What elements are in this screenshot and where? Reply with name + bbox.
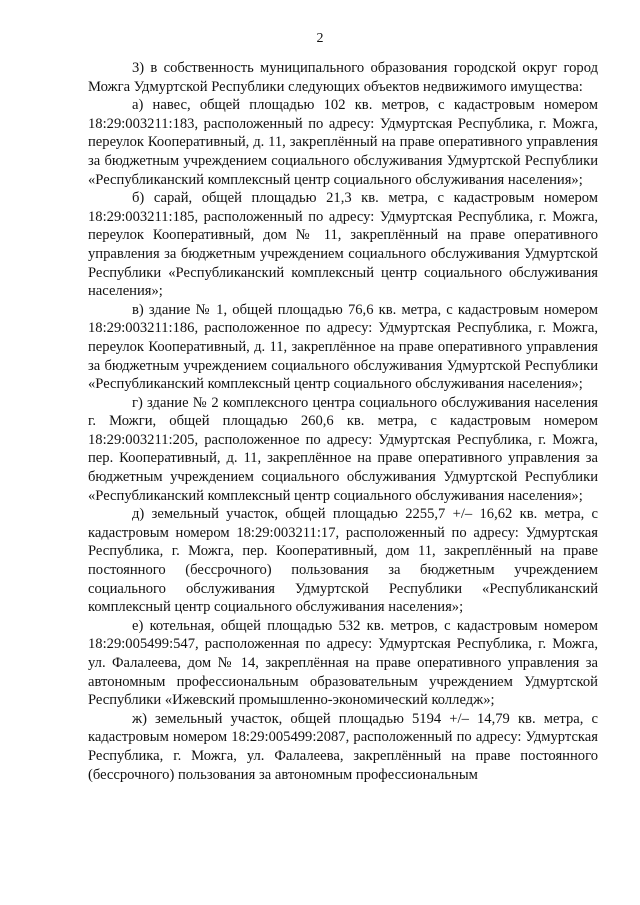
paragraph-item-3: 3) в собственность муниципального образования городской округ город Можга Удмуртской Республики следующих объектов недвижимого имущества: — [88, 60, 598, 95]
paragraph-subitem-b: б) сарай, общей площадью 21,3 кв. метра, с кадастровым номером 18:29:003211:185, расположенный по адресу: Удмуртская Республика, г. Можга, переулок Кооперативный, дом № 11, закреплённый на праве оперативного управления за бюджетным учреждением социального обслуживания Удмуртской Республики «Республиканский комплексный центр социального обслуживания населения»; — [88, 190, 598, 300]
page-number: 2 — [316, 31, 324, 46]
paragraph-subitem-a: а) навес, общей площадью 102 кв. метров, с кадастровым номером 18:29:003211:183, расположенный по адресу: Удмуртская Республика, г. Можга, переулок Кооперативный, д. 11, закреплённый на праве оперативного управления за бюджетным учреждением социального обслуживания Удмуртской Республики «Республиканский комплексный центр социального обслуживания населения»; — [88, 97, 598, 188]
paragraph-subitem-v: в) здание № 1, общей площадью 76,6 кв. метра, с кадастровым номером 18:29:003211:186, расположенное по адресу: Удмуртская Республика, г. Можга, переулок Кооперативный, д. 11, закреплённое на праве оперативного управления за бюджетным учреждением социального обслуживания Удмуртской Республики «Республиканский комплексный центр социального обслуживания населения»; — [88, 301, 598, 393]
paragraph-subitem-g: г) здание № 2 комплексного центра социального обслуживания населения г. Можги, общей площадью 260,6 кв. метра, с кадастровым номером 18:29:003211:205, расположенное по адресу: Удмуртская Республика, г. Можга, пер. Кооперативный, д. 11, закреплённое на праве оперативного управления за бюджетным учреждением социального обслуживания Удмуртской Республики «Республиканский комплексный центр социального обслуживания населения»; — [88, 394, 598, 504]
paragraph-subitem-zh: ж) земельный участок, общей площадью 5194 +/– 14,79 кв. метра, с кадастровым номером 18:29:005499:2087, расположенный по адресу: Удмуртская Республика, г. Можга, ул. Фалалеева, закреплённый на праве постоянного (бессрочного) пользования за автономным профессиональным — [88, 710, 598, 783]
paragraph-subitem-e: е) котельная, общей площадью 532 кв. метров, с кадастровым номером 18:29:005499:547, расположенная по адресу: Удмуртская Республика, г. Можга, ул. Фалалеева, дом № 14, закреплённая на праве оперативного управления за автономным профессиональным образовательным учреждением Удмуртской Республики «Ижевский промышленно-экономический колледж»; — [88, 617, 598, 709]
document-body — [88, 59, 598, 784]
paragraph-subitem-d: д) земельный участок, общей площадью 2255,7 +/– 16,62 кв. метра, с кадастровым номером 18:29:003211:17, расположенный по адресу: Удмуртская Республика, г. Можга, пер. Кооперативный, дом 11, закреплённый на праве постоянного (бессрочного) пользования за бюджетным учреждением социального обслуживания Удмуртской Республики «Республиканский комплексный центр социального обслуживания населения»; — [88, 506, 598, 616]
